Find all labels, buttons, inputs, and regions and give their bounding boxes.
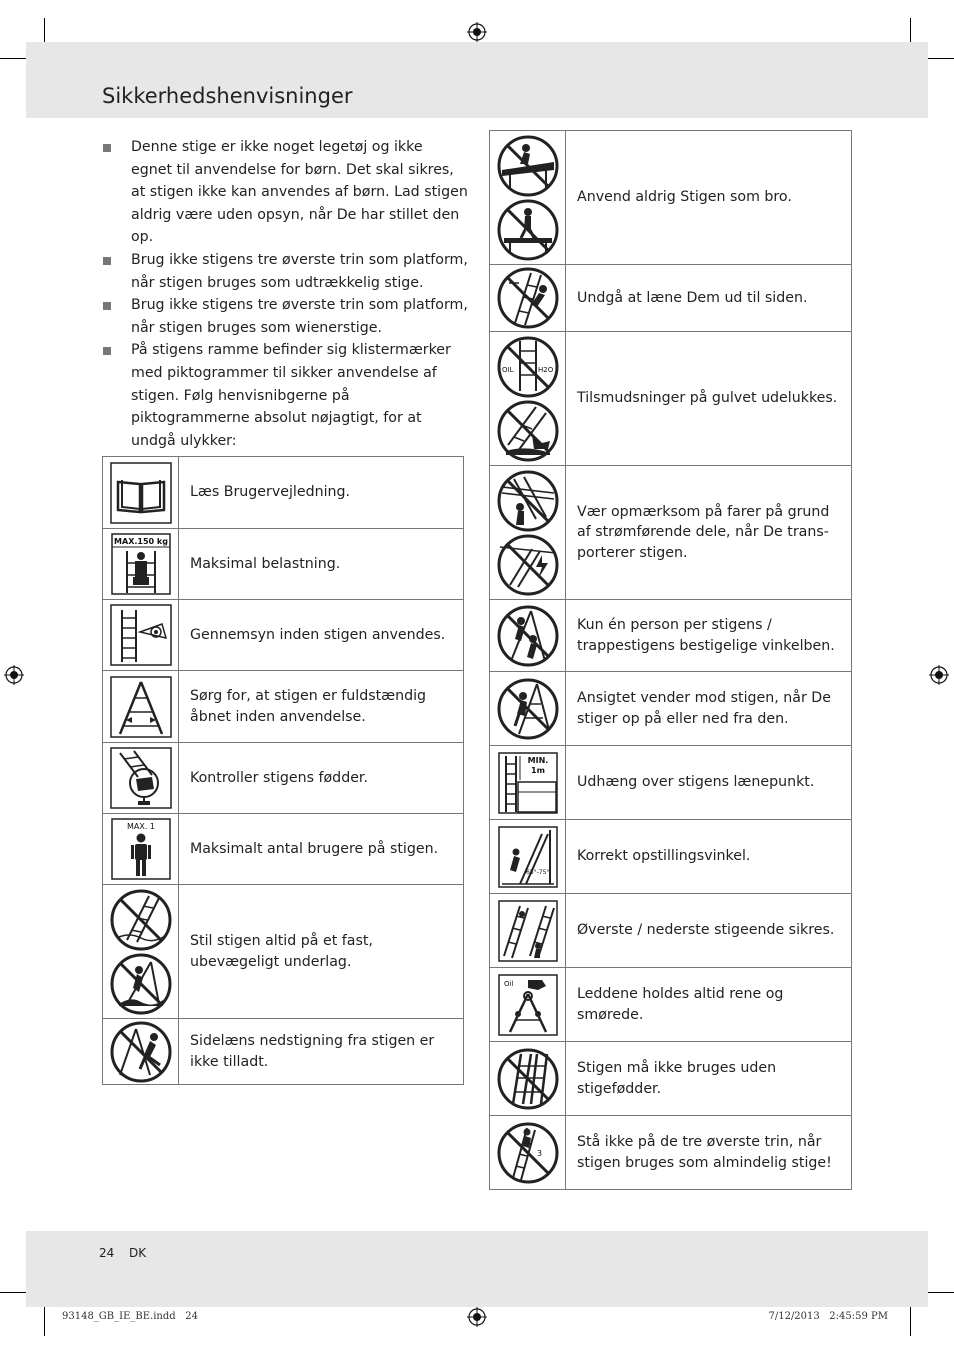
footer-band <box>26 1231 928 1307</box>
table-row <box>103 671 464 743</box>
page-title: Sikkerhedshenvisninger <box>102 84 353 108</box>
no-top-three-icon <box>497 1122 559 1184</box>
icon-cell <box>490 265 566 332</box>
pictogram-text: Kun én person per stigens / trappestigens bestigelige vinkelben. <box>566 600 852 672</box>
icon-cell <box>490 746 566 820</box>
pictogram-text: Stigen må ikke bruges uden stigefødder. <box>566 1042 852 1116</box>
pictogram-text: Øverste / nederste stigeende sikres. <box>566 894 852 968</box>
one-person-icon <box>497 605 559 667</box>
open-ladder-icon <box>110 676 172 738</box>
pictogram-text: Stil stigen altid på et fast, ubevægeligt underlag. <box>179 885 464 1019</box>
registration-mark-icon <box>929 665 949 685</box>
icon-label: MIN. <box>527 755 548 765</box>
icon-label: H2O <box>537 365 553 374</box>
face-ladder-icon <box>497 678 559 740</box>
icon-cell <box>490 672 566 746</box>
icon-label: Oil <box>503 979 513 988</box>
registration-mark-icon <box>4 665 24 685</box>
file-slug: 93148_GB_IE_BE.indd 24 <box>62 1311 198 1322</box>
pictogram-text: Anvend aldrig Stigen som bro. <box>566 131 852 265</box>
icon-cell <box>103 457 179 529</box>
pictogram-table-left <box>102 456 464 1085</box>
electric-hazard-icon <box>496 469 560 597</box>
no-without-feet-icon <box>497 1048 559 1110</box>
icon-cell <box>490 1042 566 1116</box>
intro-bullet: Denne stige er ikke noget legetøj og ikke egnet til anvendelse for børn. Det skal sikres, at stigen ikke kan anvendes af børn. Lad stigen aldrig være uden opsyn, når De har stillet den op. <box>102 136 468 249</box>
icon-label: 3 <box>536 1148 542 1158</box>
table-row <box>490 466 852 600</box>
angle-icon <box>498 826 558 888</box>
pictogram-text: Sørg for, at stigen er fuldstændig åbnet inden anvendelse. <box>179 671 464 743</box>
pictogram-table-right <box>489 130 852 1190</box>
icon-cell <box>103 671 179 743</box>
icon-cell <box>103 814 179 885</box>
oil-joints-icon <box>498 974 558 1036</box>
intro-bullet: Brug ikke stigens tre øverste trin som platform, når stigen bruges som udtrækkelig stige. <box>102 249 468 294</box>
crop-mark <box>924 58 954 59</box>
table-row <box>490 1042 852 1116</box>
table-row <box>103 600 464 671</box>
pictogram-text: Maksimalt antal brugere på stigen. <box>179 814 464 885</box>
icon-cell <box>103 529 179 600</box>
table-row <box>490 265 852 332</box>
icon-label: 1m <box>530 765 545 775</box>
pictogram-text: Leddene holdes altid rene og smørede. <box>566 968 852 1042</box>
overhang-icon <box>498 752 558 814</box>
icon-cell <box>490 332 566 466</box>
icon-label: OIL <box>501 365 513 374</box>
icon-cell <box>490 820 566 894</box>
intro-list <box>102 136 468 452</box>
table-row <box>103 1019 464 1085</box>
icon-cell <box>490 131 566 265</box>
pictogram-text: Maksimal belastning. <box>179 529 464 600</box>
language-code: DK <box>129 1246 147 1260</box>
icon-label: MAX.150 kg <box>113 537 168 546</box>
book-icon <box>110 462 172 524</box>
icon-cell <box>490 600 566 672</box>
icon-cell <box>490 1116 566 1190</box>
pictogram-text: Udhæng over stigens lænepunkt. <box>566 746 852 820</box>
table-row <box>103 529 464 600</box>
pictogram-text: Tilsmudsninger på gulvet udelukkes. <box>566 332 852 466</box>
pictogram-text: Sidelæns nedstigning fra stigen er ikke tilladt. <box>179 1019 464 1085</box>
crop-mark <box>910 1306 911 1336</box>
pictogram-text: Ansigtet vender mod stigen, når De stiger op på eller ned fra den. <box>566 672 852 746</box>
icon-cell <box>103 1019 179 1085</box>
icon-label: 65°-75° <box>525 868 549 876</box>
crop-mark <box>924 1292 954 1293</box>
intro-bullet: På stigens ramme befinder sig klistermærker med piktogrammer til sikker anvendelse af stigen. Følg henvisnibgerne på piktogrammerne absolut nøjagtigt, for at undgå ulykker: <box>102 339 468 452</box>
no-side-descent-icon <box>110 1021 172 1083</box>
registration-mark-icon <box>467 1307 487 1327</box>
table-row <box>490 1116 852 1190</box>
pictogram-text: Undgå at læne Dem ud til siden. <box>566 265 852 332</box>
icon-cell <box>103 600 179 671</box>
table-row <box>490 968 852 1042</box>
no-lean-icon <box>497 267 559 329</box>
table-row <box>490 894 852 968</box>
table-row <box>103 457 464 529</box>
icon-label: MAX. 1 <box>126 822 155 831</box>
table-row <box>490 332 852 466</box>
pictogram-text: Gennemsyn inden stigen anvendes. <box>179 600 464 671</box>
table-row <box>490 600 852 672</box>
no-slippery-floor-icon <box>496 335 560 463</box>
pictogram-text: Vær opmærksom på farer på grund af strømførende dele, når De trans-porterer stigen. <box>566 466 852 600</box>
table-row <box>490 746 852 820</box>
pictogram-text: Læs Brugervejledning. <box>179 457 464 529</box>
pictogram-text: Kontroller stigens fødder. <box>179 743 464 814</box>
icon-cell <box>103 743 179 814</box>
icon-cell <box>490 968 566 1042</box>
no-bridge-icon <box>496 134 560 262</box>
icon-cell <box>103 885 179 1019</box>
firm-ground-icon <box>109 888 173 1016</box>
icon-cell <box>490 894 566 968</box>
table-row <box>490 131 852 265</box>
table-row <box>490 672 852 746</box>
secure-ends-icon <box>498 900 558 962</box>
table-row <box>103 814 464 885</box>
crop-mark <box>44 1306 45 1336</box>
table-row <box>103 743 464 814</box>
pictogram-text: Korrekt opstillingsvinkel. <box>566 820 852 894</box>
page-number: 24 <box>99 1246 115 1260</box>
inspect-ladder-icon <box>110 604 172 666</box>
table-row <box>490 820 852 894</box>
pictogram-text: Stå ikke på de tre øverste trin, når stigen bruges som almindelig stige! <box>566 1116 852 1190</box>
registration-mark-icon <box>467 22 487 42</box>
max-users-icon <box>111 818 171 880</box>
table-row <box>103 885 464 1019</box>
ladder-feet-icon <box>110 747 172 809</box>
icon-cell <box>490 466 566 600</box>
max-load-icon <box>111 533 171 595</box>
print-timestamp: 7/12/2013 2:45:59 PM <box>768 1311 888 1322</box>
intro-bullet: Brug ikke stigens tre øverste trin som platform, når stigen bruges som wienerstige. <box>102 294 468 339</box>
